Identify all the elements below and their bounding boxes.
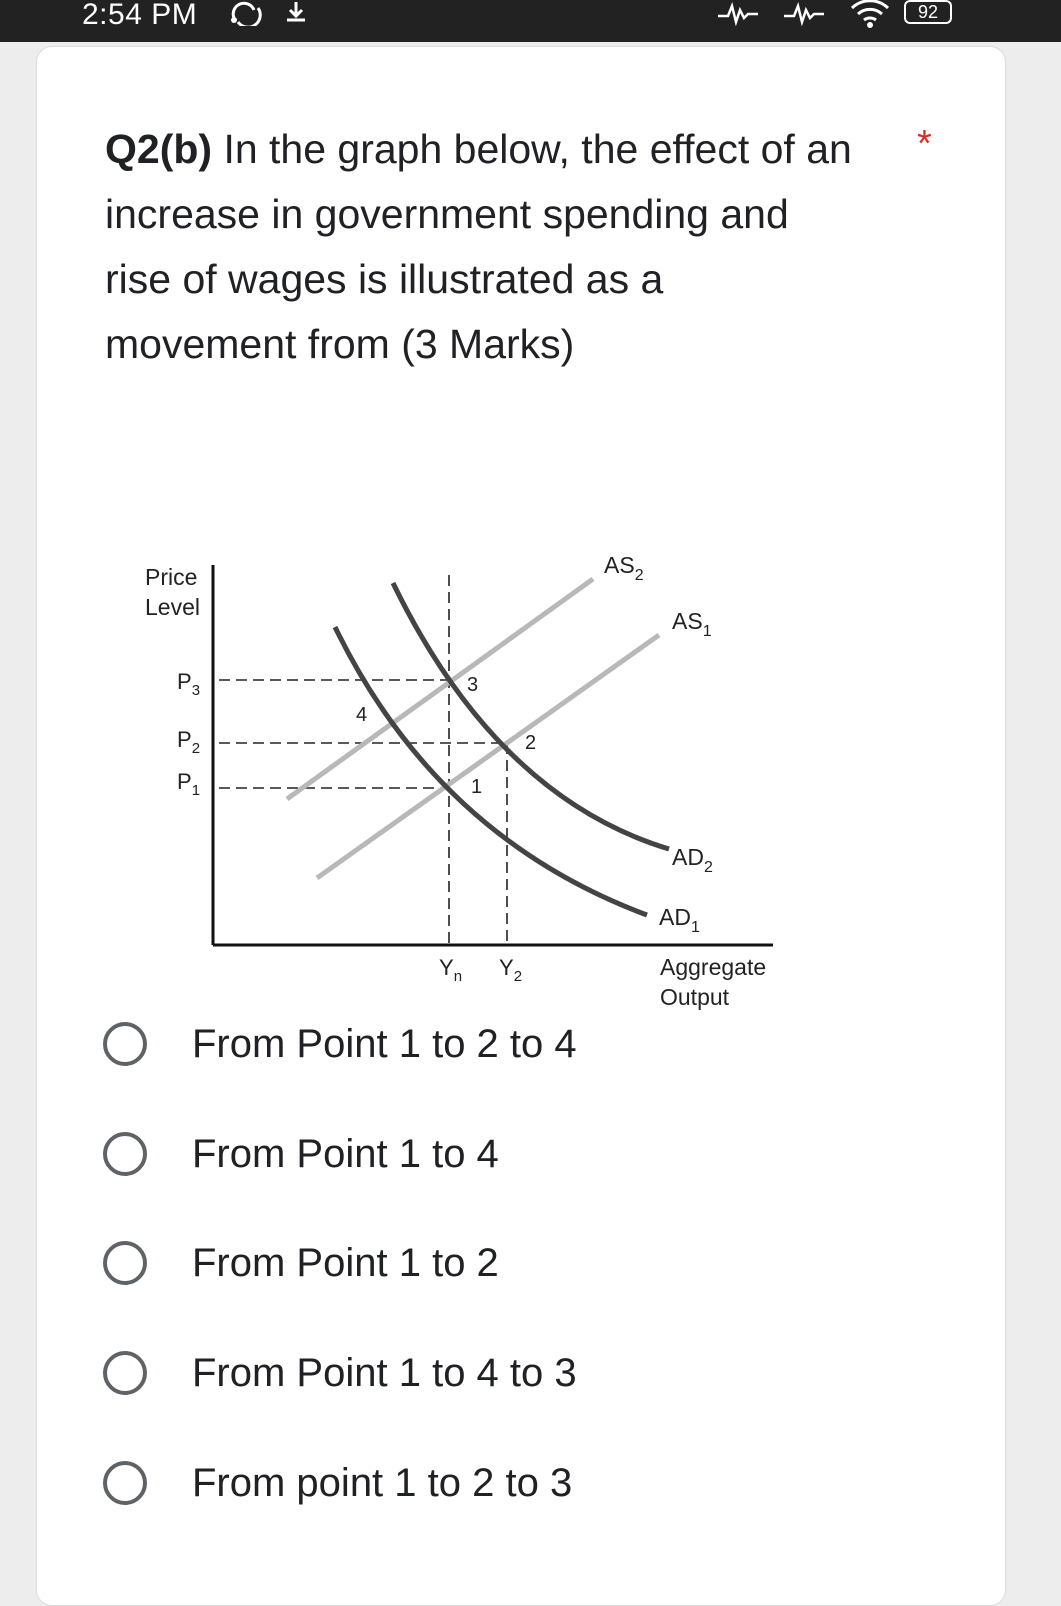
battery-icon (904, 0, 952, 24)
wifi-icon (848, 0, 892, 30)
option-label: From Point 1 to 2 to 4 (192, 1021, 577, 1066)
point-3-label: 3 (467, 674, 479, 696)
option-1-2[interactable] (103, 1233, 803, 1293)
ad1-label: $AD_1$ (659, 904, 700, 936)
y-axis-label-line2: Level (145, 594, 200, 620)
option-1-4[interactable] (103, 1124, 803, 1184)
option-1-2-4[interactable] (103, 1014, 803, 1074)
option-label: From Point 1 to 4 to 3 (192, 1350, 577, 1395)
radio-button[interactable] (103, 1132, 147, 1176)
as2-curve (287, 579, 593, 799)
option-label: From point 1 to 2 to 3 (192, 1460, 573, 1505)
option-1-4-3[interactable] (103, 1343, 803, 1403)
status-time: 2:54 PM (82, 0, 198, 31)
ad1-curve (335, 627, 647, 915)
question-text (105, 117, 865, 377)
status-bar (0, 0, 1061, 42)
sync-icon (226, 0, 266, 26)
question-number: Q2(b) (105, 126, 213, 172)
x-axis-label-line1: Aggregate (660, 954, 767, 980)
price-tick-p2: $P_2$ (177, 727, 201, 757)
signal-icon (784, 2, 836, 26)
price-tick-p1: $P_1$ (177, 769, 201, 799)
y-axis-label-line1: Price (145, 564, 198, 590)
question-card (36, 46, 1006, 1606)
point-4-label: 4 (356, 704, 368, 726)
radio-button[interactable] (103, 1351, 147, 1395)
output-tick-yn: $Y_n$ (439, 955, 463, 985)
aggregate-demand-supply-graph (137, 507, 817, 1027)
x-axis-label-line2: Output (660, 984, 730, 1010)
radio-button[interactable] (103, 1461, 147, 1505)
option-1-2-3[interactable] (103, 1453, 803, 1513)
radio-button[interactable] (103, 1022, 147, 1066)
option-label: From Point 1 to 2 (192, 1240, 499, 1285)
price-tick-p3: $P_3$ (177, 669, 201, 699)
required-asterisk: * (917, 123, 932, 165)
question-body: In the graph below, the effect of an increase in government spending and rise of wages is illustrated as a movement from (3 Marks) (105, 126, 852, 367)
battery-level: 92 (917, 2, 939, 22)
option-label: From Point 1 to 4 (192, 1131, 499, 1176)
output-tick-y2: $Y_2$ (499, 955, 523, 985)
as1-curve (317, 635, 659, 878)
point-1-label: 1 (471, 776, 483, 798)
radio-button[interactable] (103, 1241, 147, 1285)
download-icon (282, 0, 310, 26)
signal-icon (718, 2, 770, 26)
as1-label: $AS_1$ (672, 608, 712, 640)
point-2-label: 2 (525, 732, 537, 754)
as2-label: $AS_2$ (604, 552, 644, 584)
ad2-label: $AD_2$ (672, 844, 713, 876)
